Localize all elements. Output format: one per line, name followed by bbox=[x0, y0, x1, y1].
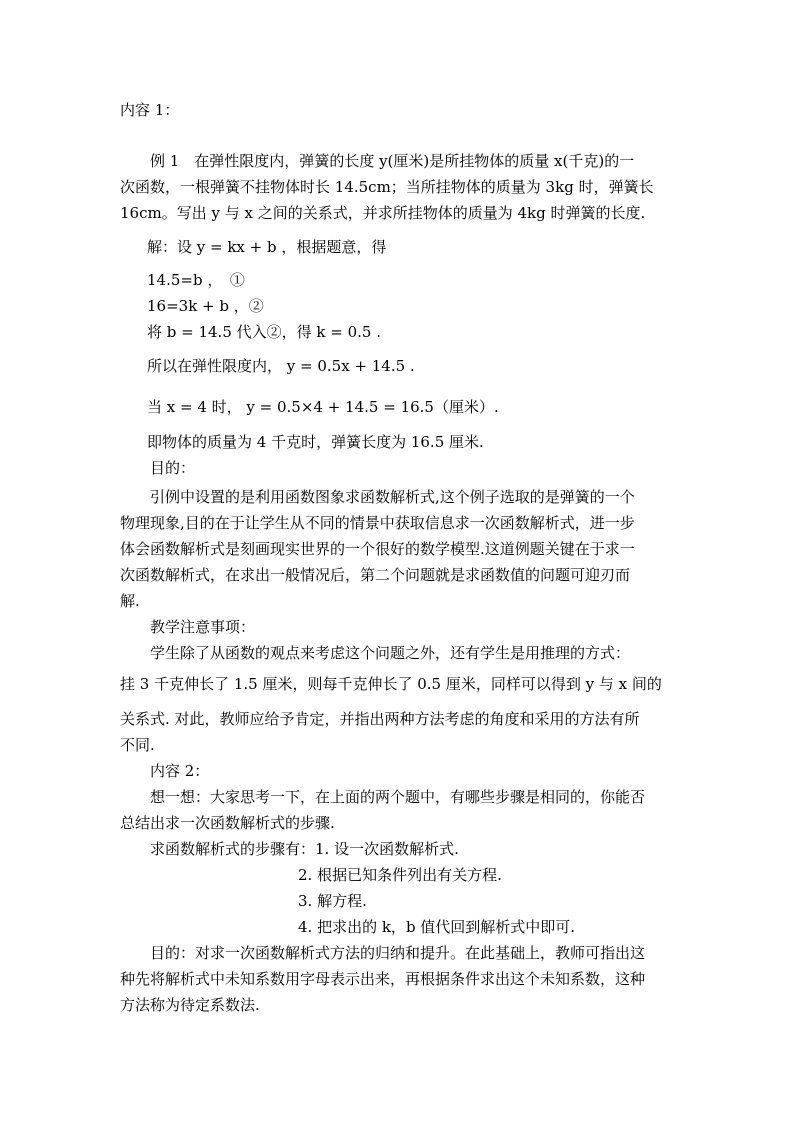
heading-content-1: 内容 1： bbox=[120, 101, 180, 119]
heading-content-2: 内容 2： bbox=[150, 762, 210, 780]
solution-line-5: 所以在弹性限度内， y = 0.5x + 14.5 . bbox=[147, 357, 415, 375]
purpose-line-3: 体会函数解析式是刻画现实世界的一个很好的数学模型.这道例题关键在于求一 bbox=[120, 540, 635, 558]
example-line-3: 16cm。写出 y 与 x 之间的关系式，并求所挂物体的质量为 4kg 时弹簧的长度. bbox=[120, 204, 646, 222]
notes-line-3: 关系式. 对此，教师应给予肯定，并指出两种方法考虑的角度和采用的方法有所 bbox=[120, 710, 640, 728]
solution-line-7: 即物体的质量为 4 千克时，弹簧长度为 16.5 厘米. bbox=[147, 433, 484, 451]
purpose-line-1: 引例中设置的是利用函数图象求函数解析式,这个例子选取的是弹簧的一个 bbox=[150, 488, 635, 506]
steps-intro: 求函数解析式的步骤有：1. 设一次函数解析式. bbox=[150, 840, 459, 858]
purpose-line-5: 解. bbox=[120, 592, 140, 610]
think-line-1: 想一想：大家思考一下，在上面的两个题中，有哪些步骤是相同的，你能否 bbox=[150, 788, 646, 806]
purpose-line-2: 物理现象,目的在于让学生从不同的情景中获取信息求一次函数解析式，进一步 bbox=[120, 514, 635, 532]
solution-line-1: 解：设 y = kx + b ，根据题意，得 bbox=[147, 238, 387, 256]
solution-line-2: 14.5=b ， ① bbox=[147, 271, 245, 289]
steps-item-2: 2. 根据已知条件列出有关方程. bbox=[298, 866, 502, 884]
purpose-label-1: 目的： bbox=[150, 459, 196, 477]
purpose2-line-3: 方法称为待定系数法. bbox=[120, 996, 260, 1014]
notes-label: 教学注意事项： bbox=[150, 618, 256, 636]
notes-line-1: 学生除了从函数的观点来考虑这个问题之外，还有学生是用推理的方式： bbox=[150, 644, 631, 662]
notes-line-2: 挂 3 千克伸长了 1.5 厘米，则每千克伸长了 0.5 厘米，同样可以得到 y 与 x 间的 bbox=[120, 675, 662, 693]
think-line-2: 总结出求一次函数解析式的步骤. bbox=[120, 814, 335, 832]
solution-line-3: 16=3k + b ，② bbox=[147, 297, 264, 315]
example-line-2: 次函数，一根弹簧不挂物体时长 14.5cm；当所挂物体的质量为 3kg 时，弹簧长 bbox=[120, 178, 654, 196]
solution-line-4: 将 b = 14.5 代入②，得 k = 0.5 . bbox=[147, 323, 381, 341]
notes-line-4: 不同. bbox=[120, 736, 155, 754]
purpose-line-4: 次函数解析式，在求出一般情况后，第二个问题就是求函数值的问题可迎刃而 bbox=[120, 566, 631, 584]
example-line-1: 例 1 在弹性限度内，弹簧的长度 y(厘米)是所挂物体的质量 x(千克)的一 bbox=[150, 152, 635, 170]
steps-item-4: 4. 把求出的 k，b 值代回到解析式中即可. bbox=[298, 918, 576, 936]
steps-item-3: 3. 解方程. bbox=[298, 892, 367, 910]
purpose2-line-2: 种先将解析式中未知系数用字母表示出来，再根据条件求出这个未知系数，这种 bbox=[120, 970, 646, 988]
solution-line-6: 当 x = 4 时， y = 0.5×4 + 14.5 = 16.5（厘米）. bbox=[147, 398, 499, 416]
purpose2-line-1: 目的：对求一次函数解析式方法的归纳和提升。在此基础上，教师可指出这 bbox=[150, 944, 646, 962]
